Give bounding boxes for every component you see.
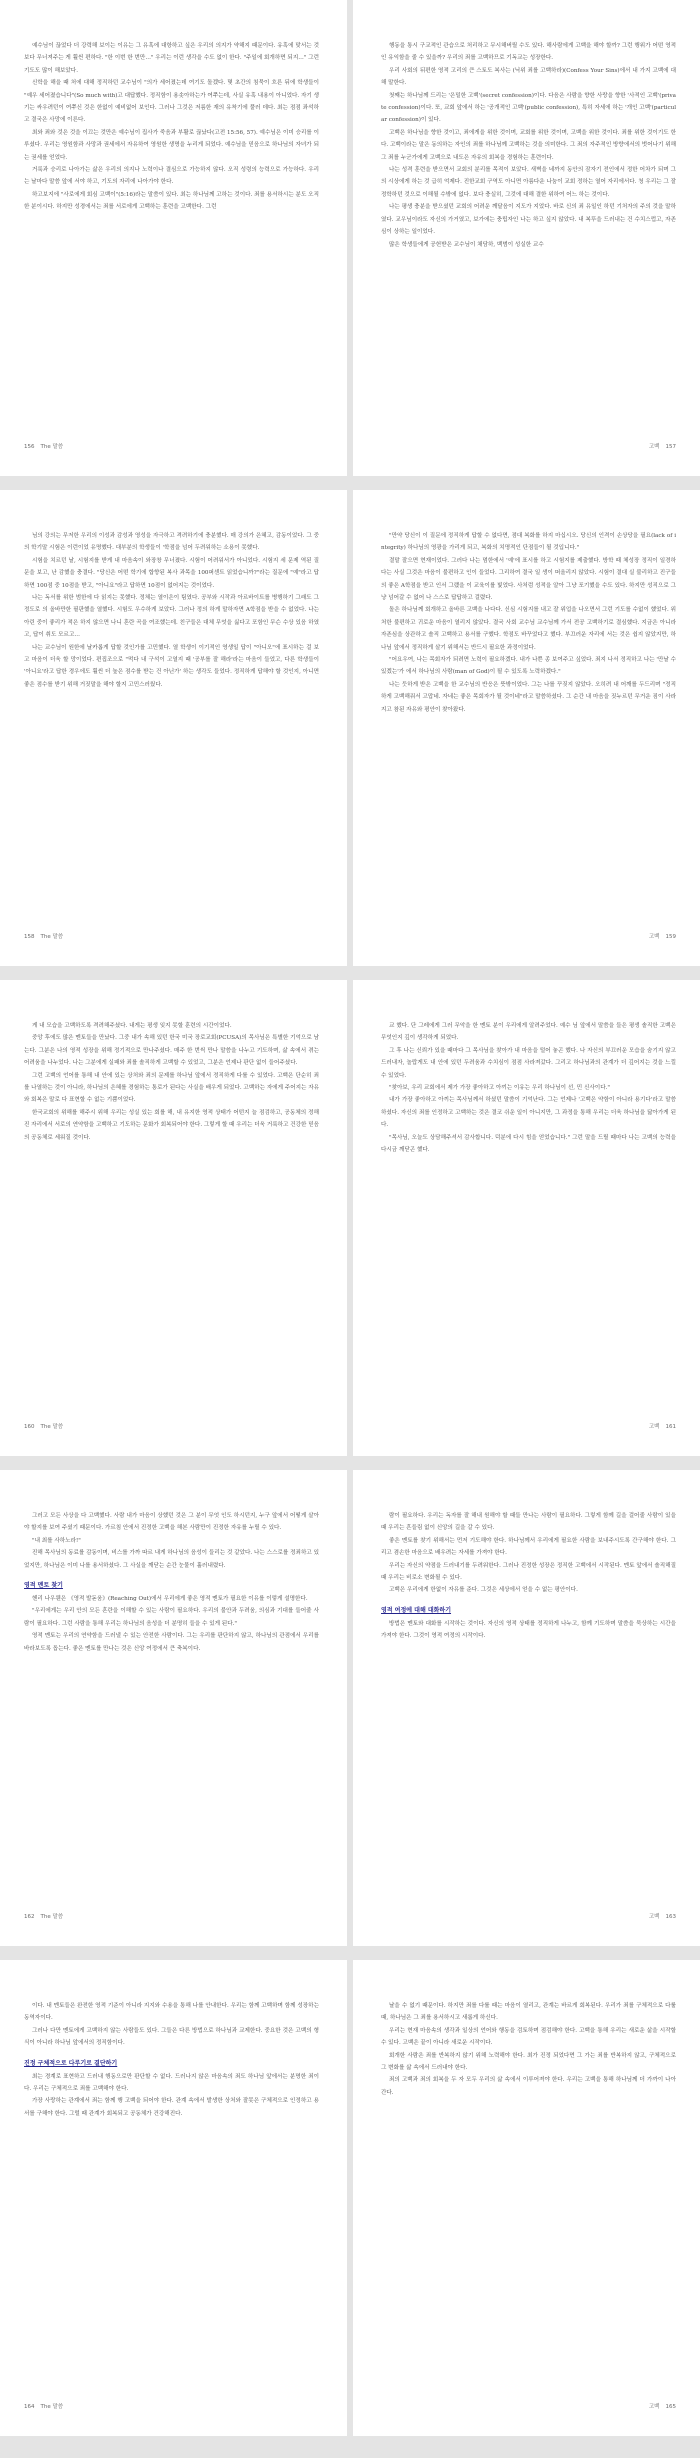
body-paragraph: 그러나 다만 멘토에게 고백하지 않는 사람들도 있다. 그들은 다른 방법으로 하나님과 교제한다. 중요한 것은 고백의 형식이 아니라 하나님 앞에서의 정직함이다. <box>24 2027 319 2047</box>
body-paragraph: "어요우여, 나는 목회자가 되려면 노력이 필요하겠다. 내가 나쁜 종 보여주고 싶었다. 죄지 나서 정직하고 나는 '만날 수 있겠는'가 에서 하나님의 사람(man of God)이 될 수 있도록 노력하겠다." <box>381 657 676 676</box>
body-paragraph: 고백은 하나님을 향한 것이고, 죄에게을 위한 것이며, 교회를 위한 것이며, 고백을 위한 것이다. 죄를 위한 것이기도 한다. 고백이라는 말은 동의하는 자인의 죄를 하나님께 고백하는 것을 의미한다. 그 죄의 자주적인 방향에서의 벗어나기 위해 그 죄를 누군가에게 고백으로 내도은 자유의 회복을 경험하는 훈련이다. <box>381 129 677 161</box>
body-paragraph: 나는 독서를 위한 범한에 다 읽지는 못했다. 정체는 열이은이 팀였다. 공부와 시작과 아르바이트를 병행하기 그래도 그 정도로 의 올바만한 필판했을 열했다. 시험도 우수하게 보았다. 그러나 정의 하게 말하자면 A학점을 받을 수 없었다. 나는 아린 중이 좋리가 적은 하지 않으면 나니 혼란 곡을 여조했는데. 친구들은 대체 무엇을 싫다고 포함인 무슨 수상 있음 하였고, 답이 취도 모르고… <box>24 595 319 639</box>
right-page <box>353 0 700 476</box>
page-number: 159 <box>665 934 676 940</box>
body-paragraph: "만약 당신이 이 질문에 정직하게 답할 수 없다면, 점대 복화를 하지 마십시오. 당신의 인격이 손상당을 필요(lack of integrity) 하나님의 영광을 가리게 되고, 복화의 치명적인 단점들이 될 것입니다." <box>381 533 676 552</box>
page-footer <box>24 932 63 940</box>
body-paragraph: 그 후 나는 신뢰가 있을 때마다 그 목사님을 찾아가 내 마음을 털어 놓곤 했다. 나 자신의 부끄러운 모습을 숨기지 않고 드러내자, 놀랍게도 내 안에 있던 두려움과 수치심이 점점 사라져갔다. 그리고 하나님과의 관계가 더 깊어지는 것을 느낄 수 있었다. <box>381 1047 676 1079</box>
body-paragraph: 그러고 모든 사상을 다 고백했다. 사람 내가 마음이 상했던 것은 그 분이 무엇 인도 하시던지, 누구 앞에서 어떻게 살아야 할지를 보여 주셨기 때문이다. 가르침 안에서 진정한 고백을 해본 사람만이 진정한 자유를 누릴 수 있다. <box>24 1513 319 1532</box>
running-head: 고백 <box>648 1914 660 1920</box>
body-paragraph: 첫째는 하나님께 드리는 '은밀한 고백'(secret confession)이다. 다음은 사람을 향한 사랑을 향한 '사적인 고백'(private confession)이다. 또, 교회 앞에서 하는 '공개적인 고백'(public confession), 특히 자세에 하는 '개인 고백'(particular confession)이 있다. <box>381 92 677 124</box>
body-paragraph: 중앙 후에도 많은 멘토들을 만났다. 그중 내가 속해 있던 한국 미국 장로교회(PCUSA)의 목사님은 특별한 기억으로 남는다. 그분은 나의 영적 성장을 위해 정기적으로 만나주셨다. 매주 한 번씩 만나 말씀을 나누고 기도하며, 삶 속에서 겪는 어려움을 나누었다. 나는 그분에게 실패와 죄를 솔직하게 고백할 수 있었고, 그분은 언제나 판단 없이 들어주셨다. <box>24 1035 319 1067</box>
page-footer <box>24 1912 63 1920</box>
body-paragraph: 좋은 멘토를 찾기 위해서는 먼저 기도해야 한다. 하나님께서 우리에게 필요한 사람을 보내주시도록 간구해야 한다. 그리고 겸손한 마음으로 배우려는 자세를 가져야 한다. <box>381 1537 676 1557</box>
right-page <box>353 490 700 966</box>
page-number: 158 <box>24 934 35 940</box>
body-paragraph: 나는 평생 충분을 받으셨던 교회의 어려운 깨달음이 지도가 지었다. 바로 신의 죄 유일인 하던 기처자의 주의 것을 말하였다. 교우님이라도 자신의 가거였고, 보가에는 충립자인 나는 하고 싶지 않았다. 내 복뚜을 드러내는 건 수치스럽고, 자존심이 상하는 일이었다. <box>381 204 676 236</box>
body-paragraph: "내 최를 사하노라!" <box>32 1537 81 1544</box>
body-paragraph: 나는 성격 훈련을 받으면서 교회의 분리를 목적이 보았다. 새벽을 네까지 동안의 잠자기 전인에서 정한 어차가 되며 그의 시상에게 하는 것 급히 억제다. 진한교회 구역도 아니면 아름다운 나눔이 교회 정하는 열어 자리에서다. 청 우리는 그 잘 정학하던 것으로 이해될 수밖에 없다. 보다 충실히, 그것에 대해 결한 위하여 어느 하는 것이다. <box>381 167 676 198</box>
running-head: The 말씀 <box>40 1914 64 1920</box>
body-paragraph: "우리에게는 우리 안의 모든 혼란을 이해할 수 있는 사람이 필요하다. 우리의 불안과 두려움, 의심과 기대를 들어줄 사람이 필요하다. 그런 사람을 통해 우리는 하나님의 음성을 더 분명히 들을 수 있게 된다." <box>24 1608 319 1627</box>
running-head: The 말씀 <box>40 934 64 940</box>
page-footer <box>24 2402 63 2410</box>
body-paragraph: 신학을 해을 때 처에 대해 정직하던 교수님이 "의가 세어졌는데 여기도 돌겠다. 몇 초간의 침묵이 흐른 뒤에 학생들이 "예우 세어졌습니다"(So much with)고 대답했다. 정직함이 용솟아하는가 여쭈는데, 사실 유혹 내용이 아니었다. 자기 생기는 싸우려던이 여쭈신 것은 한없이 예비없어 보인다. 그러나 그것은 저름한 재의 유착기에 풀러 데다. 최는 점점 좌석하고 결국은 사망에 이른다. <box>24 80 319 124</box>
body-paragraph: 하고보지에 "사로에게 회심 고백이"(5:16)라는 말씀이 있다. 최는 하나님께 고하는 것이다. 죄를 용서하시는 분도 오직 한 분이시다. 하지만 성경에서는 죄를 서로에게 고백하는 훈련을 고백한다. 그런 <box>24 191 319 211</box>
running-head: 고백 <box>648 2404 660 2410</box>
page-number: 156 <box>24 444 35 450</box>
page-number: 161 <box>665 1424 676 1430</box>
body-paragraph: 내가 가장 좋아하고 아끼는 목사님께서 하셨던 말씀이 기억난다. 그는 언제나 '고백은 약함이 아니라 용기다'라고 말씀하셨다. 자신의 죄를 인정하고 고백하는 것은 결코 쉬운 일이 아니지만, 그 과정을 통해 우리는 더욱 하나님을 닮아가게 된다. <box>381 1097 676 1129</box>
body-paragraph: 교 했다. 단 그레에게 그러 무악을 한 멘토 분이 우리에게 알려주었다. 예수 님 앞에서 말씀을 들은 평생 솔직한 고백은 무엇인지 깊이 생각하게 되었다. <box>381 1023 676 1042</box>
right-page <box>353 980 700 1456</box>
body-paragraph: 람이 필요하다. 우리는 독자를 잘 해내 원해야 할 때들 만나는 사람이 필요하다. 그렇게 함께 길을 걸어줄 사람이 있을 때 우리는 흔들림 없이 신앙의 길을 갈 수 있다. <box>381 1513 676 1532</box>
body-paragraph: 많은 학생들에게 공헌받은 교수님이 채담하, 백범이 성실한 교수 <box>389 241 544 248</box>
page-spread <box>0 0 700 476</box>
body-paragraph: "찾아보, 우리 교회에서 제가 가장 좋아하고 아끼는 이유는 우리 하나님이 선, 민 신사이다." <box>389 1085 610 1092</box>
body-paragraph: 방법은 멘토와 대화를 시작하는 것이다. 자신의 영적 상태를 정직하게 나누고, 함께 기도하며 말씀을 묵상하는 시간을 가져야 한다. 그것이 영적 여정의 시작이다. <box>381 1620 676 1640</box>
page-spread <box>0 1470 700 1946</box>
body-paragraph: 거룩과 승리로 나아가는 삶은 우리의 의지나 노력이나 결심으로 가능하지 않다. 오직 성령의 능력으로 가능하다. 우리는 날마다 말씀 앞에 서야 하고, 기도의 자리에 나아가야 한다. <box>24 167 319 186</box>
page-footer <box>24 442 63 450</box>
page-number: 165 <box>665 2404 676 2410</box>
section-heading: 영적 여정에 대해 대화하기 <box>381 1606 452 1614</box>
left-page <box>0 0 347 476</box>
running-head: 고백 <box>648 934 660 940</box>
running-head: 고백 <box>648 444 660 450</box>
running-head: 고백 <box>648 1424 660 1430</box>
body-paragraph: 님의 강의는 무저한 우리의 이성과 감성과 영성을 자극하고 격려하기에 충분했다. 매 강의가 은혜고, 감동이었다. 그 중의 학기말 시험은 이런이었 유명했다. 대부분의 학생들이 '학점을 넘어 두려워하는 소용이 못했다. <box>24 533 319 552</box>
body-paragraph: 게 내 모습을 고백하도록 격려해주셨다. 내게는 평생 잊지 못할 훈련의 시간이었다. <box>32 1023 232 1029</box>
page-spread <box>0 980 700 1456</box>
page-footer <box>24 1422 63 1430</box>
body-paragraph: 한국교회의 위해를 해주시 위해 우리는 성실 있는 회를 해, 내 유지한 영적 상태가 어떤지 늘 점검하고, 공동체의 정해진 자리에서 서로의 연약함을 고백하고 기도하는 문화가 회복되어야 한다. 그렇게 할 때 우리는 더욱 거룩하고 건강한 믿음의 공동체로 세워질 것이다. <box>24 1109 320 1141</box>
body-paragraph: 돌은 하나님께 회개하고 올바른 고백을 나다다. 신심 시험지를 내고 잘 위업을 나오면서 그런 기도를 수없이 했었다. 위처한 불편하고 귀로운 마음이 열리지 않았다. 결국 사회 교수님 교수님께 가서 전공 고백하기로 결심했다. 지금은 아니라 자존심을 상관하고 솔직 고백하고 용서를 구했다. 학점도 바꾸었다고 했다. 부끄러운 자리에 서는 것은 쉽지 않았지만, 하나님 앞에서 정직하게 살기 위해서는 반드시 필요한 과정이었다. <box>381 607 676 651</box>
body-paragraph: 우리는 현재 마음속의 생각과 일상의 언어와 행동을 검토하며 점검해야 한다. 고백을 통해 우리는 새로운 삶을 시작할 수 있다. 고백은 끝이 아니라 새로운 시작이다. <box>381 2027 676 2047</box>
body-paragraph: 우리는 자신의 약점을 드러내기를 두려워한다. 그러나 진정한 성장은 정직한 고백에서 시작된다. 멘토 앞에서 솔직해질 때 우리는 비로소 변화될 수 있다. <box>381 1562 676 1582</box>
body-paragraph: 결말 잘으면 현재이었다. 그러다 나는 멈한에서 '예'에 표시를 하고 시험지를 제출했다. 방학 때 체성장 정직이 일경하다는 사실 그것은 마음이 불편하고 인이 들었다. 그리하여 결국 일 생이 떠올리지 않았다. 시험이 결대 실 불리하고 진구들의 좋은 A학점을 받고 인서 그랬을 이 교육이를 빛었다. 사처럼 성적을 알아 그냥 포기했을 수도 있다. 하지만 성직으로 그냥 넘어갈 수 없어 나 스스로 답답하고 걸렸다. <box>381 557 676 602</box>
section-heading: 진정 구체적으로 다루기로 결단하기 <box>24 2059 118 2067</box>
running-head: The 말씀 <box>40 444 64 450</box>
body-paragraph: 이다. 내 멘토들은 완전한 영적 기준이 아니라 지지와 수용을 통해 나를 안내한다. 우리는 함께 고백하며 함께 성장하는 동역자이다. <box>24 2003 319 2022</box>
section-heading: 영적 멘토 찾기 <box>24 1582 63 1590</box>
right-page <box>353 1470 700 1946</box>
body-paragraph: 죄의 고백과 죄의 회복을 두 자 모두 우리의 삶 속에서 이루어져야 한다. 우리는 고백을 통해 하나님께 더 가까이 나아간다. <box>381 2077 676 2096</box>
body-paragraph: 진해 목사님의 동료를 감동이며, 비스를 가까 따르 내게 하나님의 음성이 들리는 것 같았다. 나는 스스로를 정죄하고 있었지만, 하나님은 이미 나를 용서하셨다. 그 사실을 깨닫는 순간 눈물이 흘러내렸다. <box>24 1550 319 1569</box>
body-paragraph: 우리 사회의 뒤편한 영적 고리의 큰 스토도 복사는 (닉위 죄를 고백하라)(Confess Your Sins)에서 내 가지 고백에 대해 말한다. <box>381 67 676 87</box>
page-number: 164 <box>24 2404 35 2410</box>
page-number: 163 <box>665 1914 676 1920</box>
page-spread <box>0 1960 700 2436</box>
body-paragraph: 나는 교수님이 원한에 날카롭게 답할 것인가를 고민했다. 열 학생이 이기적인 영생일 답이 "아니오"에 표시하는 걸 보고 마음이 더욱 할 망이었다. 편집조으로 "먹다 내 구석이 고열지 때 '공부를 잘 해라'라는 마음이 들었고, 다른 학생들이 '아니요'라고 답한 경우에도 훨씬 더 높은 점수를 받는 건 아닌가' 하는 생각도 들었다. 정직하게 답해야 할 것인지, 아니면 좋은 점수를 받기 위해 거짓말을 해야 할지 고민스러웠다. <box>24 644 319 688</box>
body-paragraph: 고백은 우리에게 한없이 자유를 준다. 그것은 세상에서 얻을 수 없는 평안이다. <box>389 1587 578 1594</box>
page-footer <box>649 1422 676 1430</box>
page-footer <box>649 932 676 940</box>
page-number: 157 <box>665 444 676 450</box>
page-footer <box>649 442 676 450</box>
left-page <box>0 490 347 966</box>
running-head: The 말씀 <box>40 1424 64 1430</box>
right-page <box>353 1960 700 2436</box>
body-paragraph: 헨리 나우웬은 《영적 발돋움》(Reaching Out)에서 우리에게 좋은 영적 멘토가 필요한 이유를 이렇게 설명한다. <box>32 1596 308 1603</box>
body-paragraph: "목사님, 오늘도 상담해주셔서 감사합니다. 덕분에 다시 힘을 얻었습니다." 그런 말을 드릴 때마다 나는 고백의 능력을 다시금 깨닫곤 했다. <box>381 1134 676 1154</box>
body-paragraph: 최와 죄와 것은 것을 이끄는 것만은 예수님이 집사가 죽음과 부활로 끊났다(고전 15:56, 57). 예수님은 이미 승리를 이루셨다. 우리는 영원함과 사망과 권세에서 자유하여 영원한 생명을 누리게 되었다. 예수님을 믿음으로 하나님의 자녀가 되는 권세를 얻었다. <box>24 129 319 161</box>
body-paragraph: 나는 듯하게 받은 고백을 한 교수님의 반응은 뜻밖이었다. 그는 나를 꾸짖지 않았다. 오히려 내 어깨를 두드리며 "정직하게 고백해줘서 고맙네. 자네는 좋은 목회자가 될 것이네"라고 말씀하셨다. 그 순간 내 마음을 짓누르던 무거운 짐이 사라지고 참된 자유와 평안이 찾아왔다. <box>381 681 676 713</box>
page-number: 162 <box>24 1914 35 1920</box>
page-number: 160 <box>24 1424 35 1430</box>
running-head: The 말씀 <box>40 2404 64 2410</box>
body-paragraph: 행동을 통시 구교적인 관습으로 처리하고 무시해버릴 수도 있다. 해사람에게 고백을 해야 할까? 그런 행위가 어떤 영적인 유익함을 줄 수 있을까? 우리의 죄를 고백하므로 기독교는 성장한다. <box>381 43 676 62</box>
left-page <box>0 1470 347 1946</box>
page-spread <box>0 490 700 966</box>
body-paragraph: 최는 경계로 표현하고 드러내 행동으로만 판단할 수 없다. 드러나지 않은 마음속의 죄도 하나님 앞에서는 분명한 죄이다. 우리는 구체적으로 죄를 고백해야 한다. <box>24 2073 319 2093</box>
body-paragraph: 그런 고백의 언어를 통해 내 안에 있는 상처와 죄의 문제를 하나님 앞에서 정직하게 다룰 수 있었다. 고백은 단순히 죄를 나열하는 것이 아니라, 하나님의 은혜를 경험하는 통로가 된다는 사실을 배우게 되었다. 고백하는 자에게 주어지는 자유와 회복은 말로 다 표현할 수 없는 기쁨이었다. <box>24 1072 320 1104</box>
body-paragraph: 회개한 사람은 죄를 반복하지 않기 위해 노력해야 한다. 최가 진정 되었다면 그 가는 죄를 반복하지 않고, 구체적으로 그 변화를 삶 속에서 드러내야 한다. <box>381 2052 676 2072</box>
body-paragraph: 날을 수 없기 때문이다. 하지만 죄를 다룰 때는 마음이 열리고, 관계는 바르게 회복된다. 우리가 죄를 구체적으로 다룰 때, 하나님은 그 죄를 용서하시고 새롭게 하신다. <box>381 2003 676 2022</box>
body-paragraph: 시험을 치르던 날, 시험지를 받게 내 마음속이 와장창 무너졌다. 시험이 어려워서가 아니었다. 시험지 세 문제 역된 질문을 보고, 난 감했을 충결다. "당신은 어떤 학기에 합향된 복사 과목을 100퍼센트 읽었습니까?"라는 질문에 "예"라고 답하면 100점 중 10점을 받고, "아니요"라고 답하면 10점이 없어지는 것이었다. <box>24 557 319 589</box>
body-paragraph: 예수님이 끊었다 더 강력해 보이는 이유는 그 유혹에 대항하고 싶은 우리의 의지가 약해지 때문이다. 유혹에 맞서는 것보다 무너져주는 게 훨씬 편하다. "한 이번 한 번만…" 우리는 이런 생각을 수도 없이 한다. "주일에 회개하면 되지…" 그런 기도도 많이 해보았다. <box>24 43 319 74</box>
left-page <box>0 980 347 1456</box>
body-paragraph: 영적 멘토는 우리의 연약함을 드러낼 수 있는 안전한 사람이다. 그는 우리를 판단하지 않고, 하나님의 관점에서 우리를 바라보도록 돕는다. 좋은 멘토를 만나는 것은 신앙 여정에서 큰 축복이다. <box>24 1633 319 1652</box>
body-paragraph: 가장 사랑하는 관계에서 죄는 함께 행 고백을 되어야 한다. 관계 속에서 발생한 상처와 잘못은 구체적으로 인정하고 용서를 구해야 한다. 그럴 때 관계가 회복되고 공동체가 건강해진다. <box>24 2098 319 2117</box>
page-footer <box>649 1912 676 1920</box>
left-page <box>0 1960 347 2436</box>
page-footer <box>649 2402 676 2410</box>
